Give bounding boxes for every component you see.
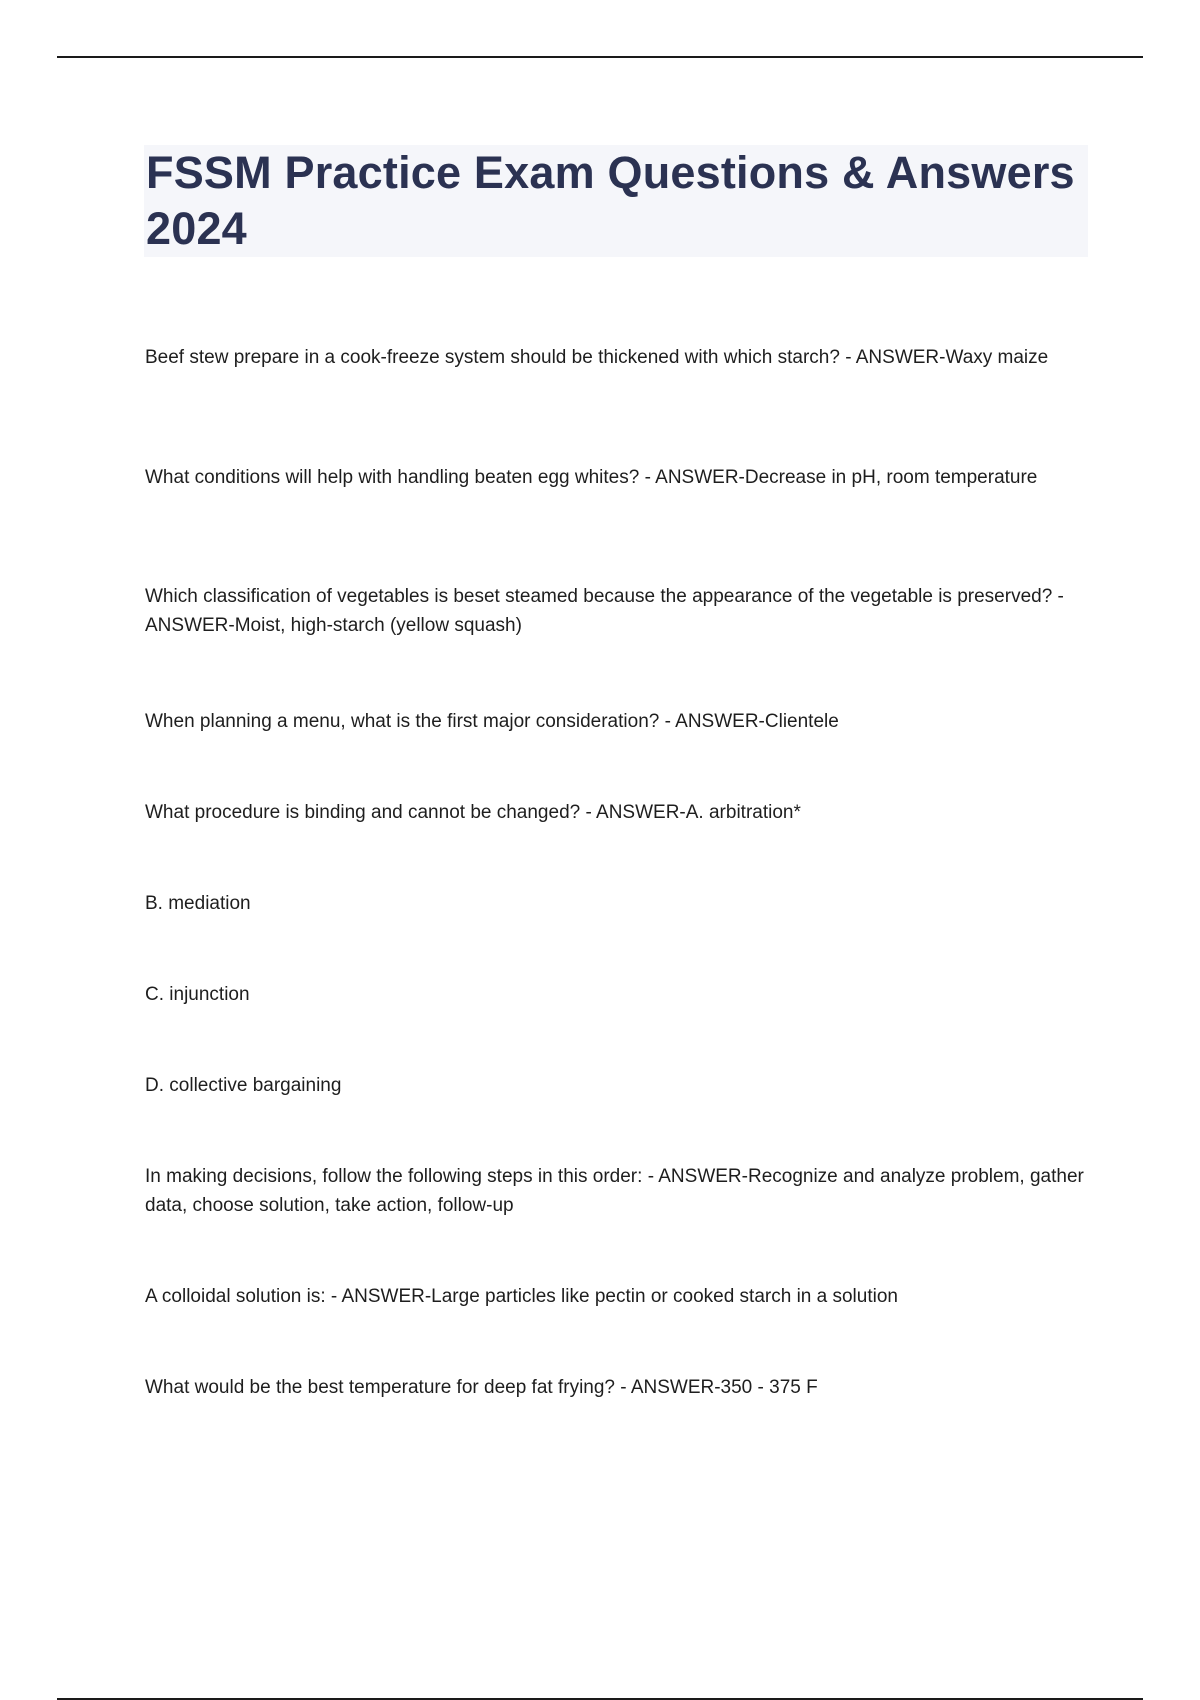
qa-item-6: B. mediation xyxy=(145,893,251,914)
header-rule xyxy=(57,56,1143,58)
qa-item-9: In making decisions, follow the following steps in this order: - ANSWER-Recognize and analyze problem, gather data, choose solution, take action, follow-up xyxy=(145,1166,1084,1216)
qa-item-2: What conditions will help with handling beaten egg whites? - ANSWER-Decrease in pH, room temperature xyxy=(145,467,1038,488)
document-title: FSSM Practice Exam Questions & Answers 2024 xyxy=(146,147,1075,254)
qa-item-8: D. collective bargaining xyxy=(145,1075,342,1096)
qa-item-11: What would be the best temperature for deep fat frying? - ANSWER-350 - 375 F xyxy=(145,1377,818,1398)
qa-item-3: Which classification of vegetables is beset steamed because the appearance of the vegetable is preserved? - ANSWER-Moist, high-starch (yellow squash) xyxy=(145,586,1064,636)
title-block xyxy=(144,145,1088,257)
qa-item-5: What procedure is binding and cannot be changed? - ANSWER-A. arbitration* xyxy=(145,802,801,823)
qa-item-4: When planning a menu, what is the first major consideration? - ANSWER-Clientele xyxy=(145,711,839,732)
qa-item-7: C. injunction xyxy=(145,984,250,1005)
qa-item-1: Beef stew prepare in a cook-freeze system should be thickened with which starch? - ANSWER-Waxy maize xyxy=(145,347,1049,368)
qa-item-10: A colloidal solution is: - ANSWER-Large particles like pectin or cooked starch in a solution xyxy=(145,1286,898,1307)
